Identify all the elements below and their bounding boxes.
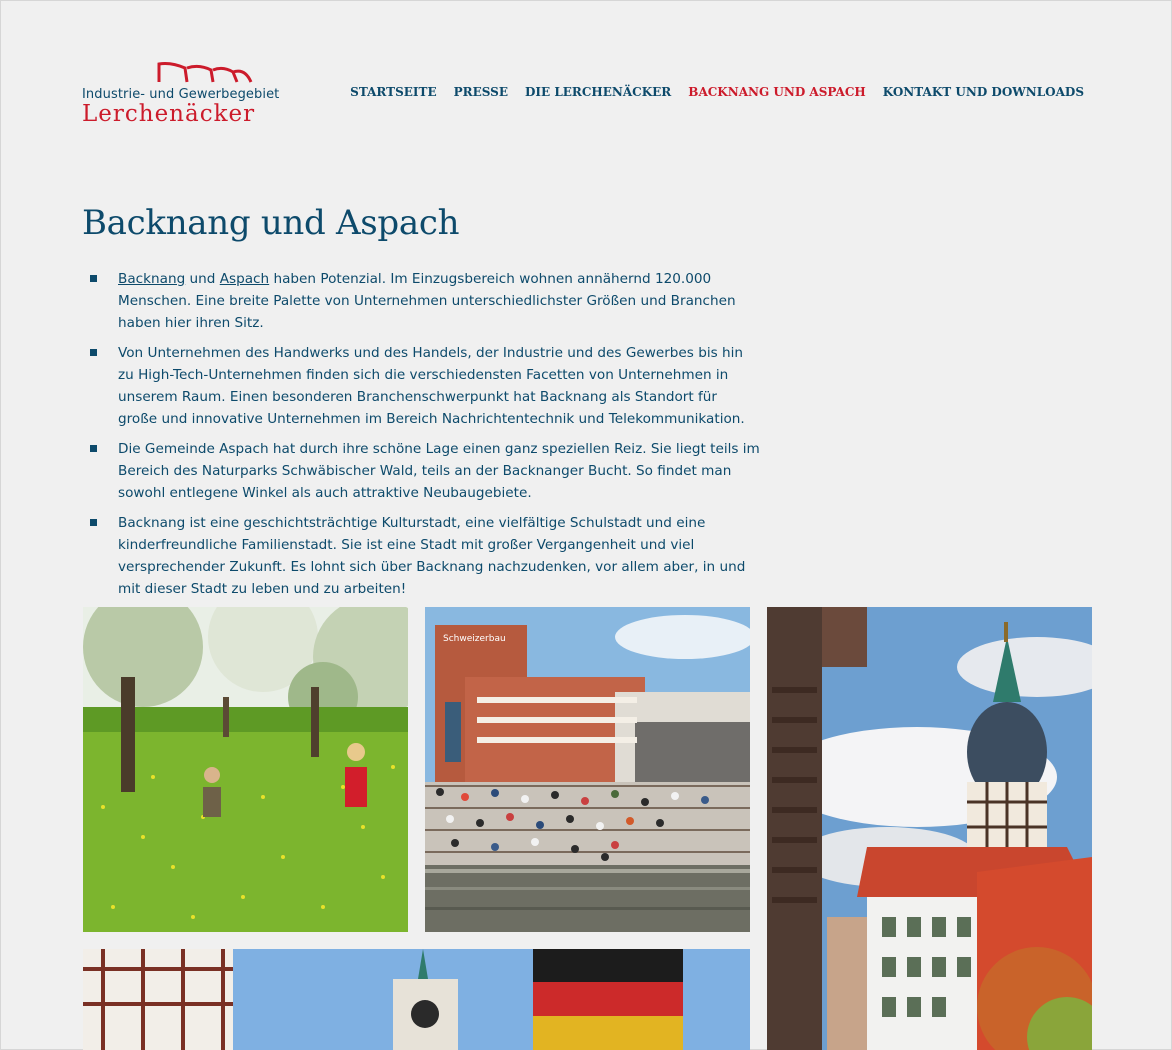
nav-item-startseite[interactable]: STARTSEITE: [350, 85, 437, 99]
site-logo[interactable]: [82, 60, 280, 130]
list-item-text: und: [185, 271, 220, 287]
photo-stiftskirche-tower[interactable]: [767, 607, 1092, 1050]
building-sign-text: Schweizerbau: [443, 634, 506, 644]
bullet-square-icon: [90, 349, 97, 356]
list-item: [90, 268, 760, 334]
list-item: [90, 342, 760, 430]
nav-item-kontakt-downloads[interactable]: KONTAKT UND DOWNLOADS: [882, 85, 1084, 99]
logo-arches-icon: [157, 60, 255, 84]
info-list: [90, 268, 760, 608]
nav-item-backnang-aspach[interactable]: BACKNANG UND ASPACH: [688, 85, 866, 99]
photo-schweizerbau-square[interactable]: [425, 607, 750, 932]
aspach-link[interactable]: Aspach: [219, 271, 270, 287]
page-title: Backnang und Aspach: [82, 203, 460, 243]
list-item: [90, 512, 760, 600]
bullet-square-icon: [90, 275, 97, 282]
photo-meadow-children[interactable]: [83, 607, 408, 932]
list-item: [90, 438, 760, 504]
logo-subtitle: Industrie- und Gewerbegebiet: [82, 87, 280, 102]
nav-item-presse[interactable]: PRESSE: [453, 85, 508, 99]
bullet-square-icon: [90, 519, 97, 526]
list-item-text: Von Unternehmen des Handwerks und des Handels, der Industrie und des Gewerbes bis hin zu High-Tech-Unternehmen finden sich die verschiedensten Facetten von Unternehmen in unserem Raum. Einen besonderen Branchenschwerpunkt hat Backnang als Standort für große und innovative Unternehmen im Bereich Nachrichtentechnik und Telekommunikation.: [118, 345, 745, 427]
photo-town-flag[interactable]: [83, 949, 750, 1050]
backnang-link[interactable]: Backnang: [118, 271, 186, 287]
main-navigation: [350, 85, 1084, 99]
list-item-text: Die Gemeinde Aspach hat durch ihre schöne Lage einen ganz speziellen Reiz. Sie liegt teils im Bereich des Naturparks Schwäbischer Wald, teils an der Backnanger Bucht. So findet man sowohl entlegene Winkel als auch attraktive Neubaugebiete.: [118, 441, 760, 501]
logo-name: Lerchenäcker: [82, 101, 256, 127]
nav-item-lerchenaecker[interactable]: DIE LERCHENÄCKER: [524, 85, 672, 99]
bullet-square-icon: [90, 445, 97, 452]
list-item-text: haben Potenzial. Im Einzugsbereich wohnen annähernd 120.000 Menschen. Eine breite Palette von Unternehmen unterschiedlichster Größen und Branchen haben hier ihren Sitz.: [118, 271, 736, 331]
list-item-text: Backnang ist eine geschichtsträchtige Kulturstadt, eine vielfältige Schulstadt und eine kinderfreundliche Familienstadt. Sie ist eine Stadt mit großer Vergangenheit und viel versprechender Zukunft. Es lohnt sich über Backnang nachzudenken, vor allem aber, in und mit dieser Stadt zu leben und zu arbeiten!: [118, 515, 746, 597]
